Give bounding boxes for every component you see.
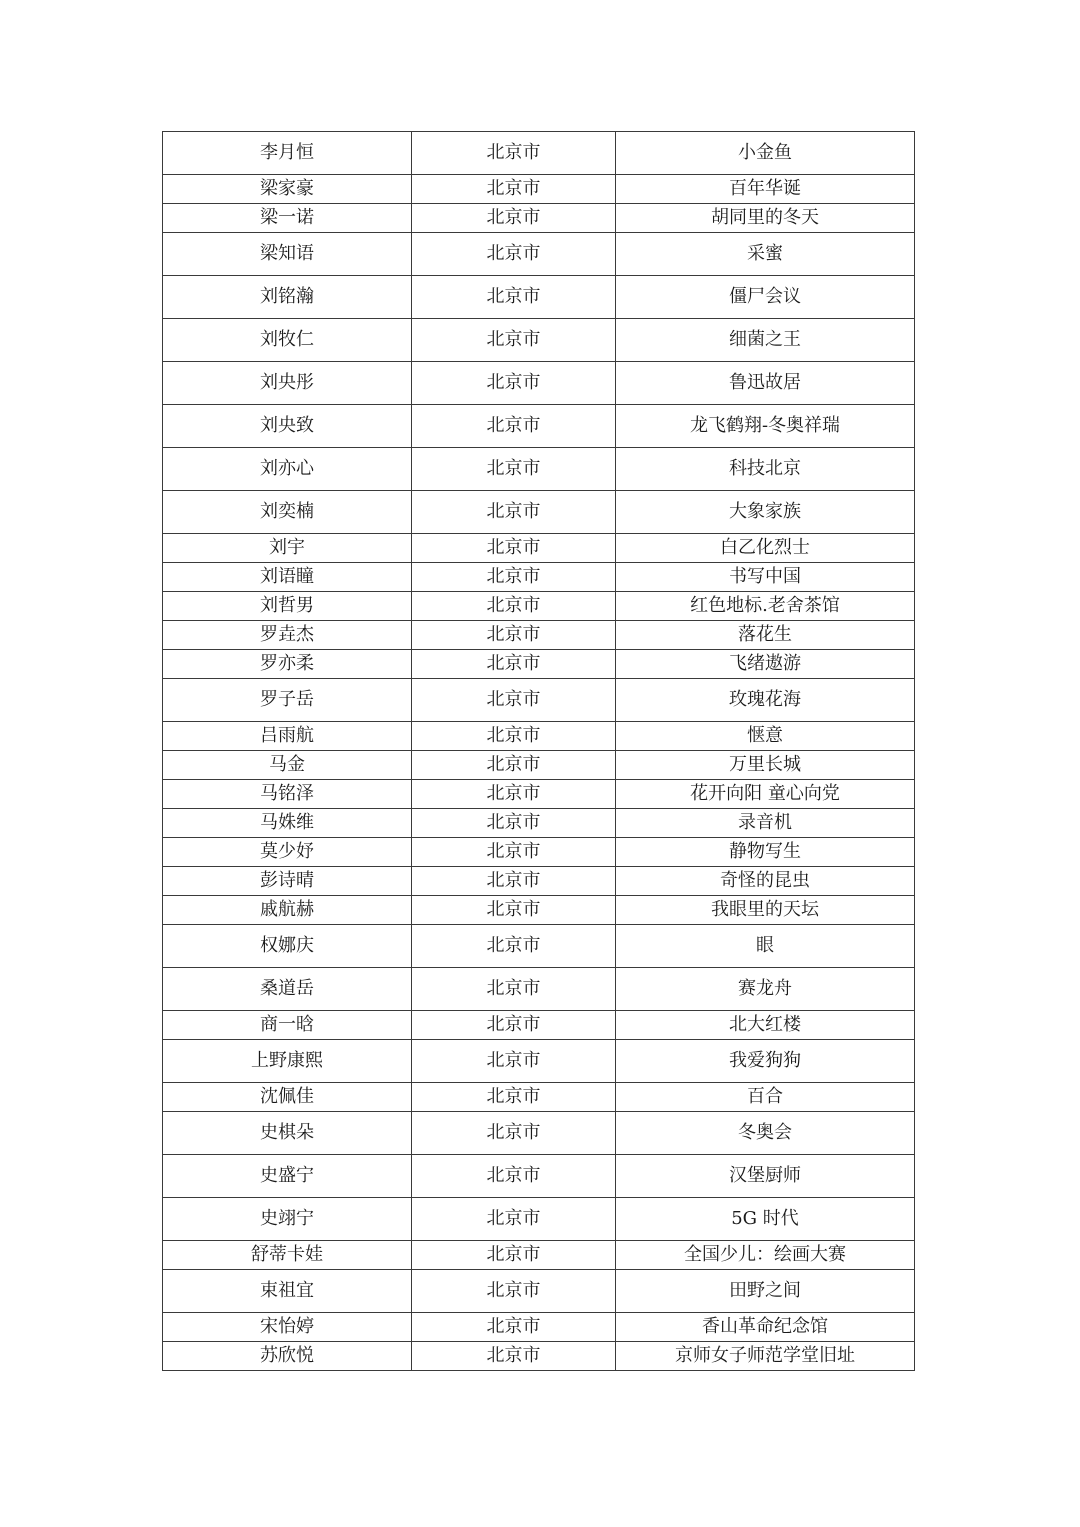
city-cell: 北京市 bbox=[412, 276, 616, 319]
table-row bbox=[163, 175, 915, 204]
table-row bbox=[163, 751, 915, 780]
student-name-cell: 马姝维 bbox=[163, 809, 412, 838]
city-cell: 北京市 bbox=[412, 968, 616, 1011]
artwork-title-cell: 细菌之王 bbox=[616, 319, 915, 362]
city-cell: 北京市 bbox=[412, 1198, 616, 1241]
city-cell: 北京市 bbox=[412, 233, 616, 276]
table-row bbox=[163, 405, 915, 448]
artwork-title-cell: 采蜜 bbox=[616, 233, 915, 276]
student-name-cell: 刘亦心 bbox=[163, 448, 412, 491]
city-cell: 北京市 bbox=[412, 896, 616, 925]
city-cell: 北京市 bbox=[412, 405, 616, 448]
table-row bbox=[163, 1040, 915, 1083]
student-name-cell: 舒蒂卡娃 bbox=[163, 1241, 412, 1270]
table-row bbox=[163, 276, 915, 319]
artwork-title-cell: 大象家族 bbox=[616, 491, 915, 534]
student-name-cell: 罗子岳 bbox=[163, 679, 412, 722]
artwork-title-cell: 静物写生 bbox=[616, 838, 915, 867]
table-row bbox=[163, 925, 915, 968]
table-row bbox=[163, 1083, 915, 1112]
city-cell: 北京市 bbox=[412, 621, 616, 650]
student-name-cell: 刘奕楠 bbox=[163, 491, 412, 534]
student-name-cell: 桑道岳 bbox=[163, 968, 412, 1011]
winners-table-body bbox=[163, 132, 915, 1371]
city-cell: 北京市 bbox=[412, 838, 616, 867]
artwork-title-cell: 全国少儿：绘画大赛 bbox=[616, 1241, 915, 1270]
student-name-cell: 刘语瞳 bbox=[163, 563, 412, 592]
artwork-title-cell: 录音机 bbox=[616, 809, 915, 838]
artwork-title-cell: 京师女子师范学堂旧址 bbox=[616, 1342, 915, 1371]
student-name-cell: 史棋朵 bbox=[163, 1112, 412, 1155]
city-cell: 北京市 bbox=[412, 1112, 616, 1155]
table-row bbox=[163, 1270, 915, 1313]
city-cell: 北京市 bbox=[412, 780, 616, 809]
artwork-title-cell: 白乙化烈士 bbox=[616, 534, 915, 563]
student-name-cell: 罗垚杰 bbox=[163, 621, 412, 650]
student-name-cell: 刘牧仁 bbox=[163, 319, 412, 362]
city-cell: 北京市 bbox=[412, 1241, 616, 1270]
artwork-title-cell: 小金鱼 bbox=[616, 132, 915, 175]
artwork-title-cell: 万里长城 bbox=[616, 751, 915, 780]
artwork-title-cell: 田野之间 bbox=[616, 1270, 915, 1313]
artwork-title-cell: 百年华诞 bbox=[616, 175, 915, 204]
artwork-title-cell: 龙飞鹤翔-冬奥祥瑞 bbox=[616, 405, 915, 448]
winners-table bbox=[162, 131, 915, 1371]
artwork-title-cell: 眼 bbox=[616, 925, 915, 968]
city-cell: 北京市 bbox=[412, 867, 616, 896]
artwork-title-cell: 胡同里的冬天 bbox=[616, 204, 915, 233]
table-row bbox=[163, 679, 915, 722]
artwork-title-cell: 玫瑰花海 bbox=[616, 679, 915, 722]
table-row bbox=[163, 1155, 915, 1198]
table-row bbox=[163, 621, 915, 650]
student-name-cell: 刘铭瀚 bbox=[163, 276, 412, 319]
artwork-title-cell: 我爱狗狗 bbox=[616, 1040, 915, 1083]
table-row bbox=[163, 534, 915, 563]
student-name-cell: 宋怡婷 bbox=[163, 1313, 412, 1342]
student-name-cell: 刘宇 bbox=[163, 534, 412, 563]
city-cell: 北京市 bbox=[412, 563, 616, 592]
city-cell: 北京市 bbox=[412, 751, 616, 780]
table-row bbox=[163, 722, 915, 751]
artwork-title-cell: 飞绪遨游 bbox=[616, 650, 915, 679]
student-name-cell: 梁一诺 bbox=[163, 204, 412, 233]
table-row bbox=[163, 896, 915, 925]
table-row bbox=[163, 1241, 915, 1270]
student-name-cell: 刘哲男 bbox=[163, 592, 412, 621]
city-cell: 北京市 bbox=[412, 925, 616, 968]
student-name-cell: 马铭泽 bbox=[163, 780, 412, 809]
city-cell: 北京市 bbox=[412, 204, 616, 233]
city-cell: 北京市 bbox=[412, 362, 616, 405]
student-name-cell: 梁知语 bbox=[163, 233, 412, 276]
table-row bbox=[163, 968, 915, 1011]
artwork-title-cell: 书写中国 bbox=[616, 563, 915, 592]
table-row bbox=[163, 1198, 915, 1241]
artwork-title-cell: 我眼里的天坛 bbox=[616, 896, 915, 925]
student-name-cell: 刘央彤 bbox=[163, 362, 412, 405]
city-cell: 北京市 bbox=[412, 1083, 616, 1112]
artwork-title-cell: 百合 bbox=[616, 1083, 915, 1112]
table-row bbox=[163, 1011, 915, 1040]
student-name-cell: 权娜庆 bbox=[163, 925, 412, 968]
city-cell: 北京市 bbox=[412, 1155, 616, 1198]
table-row bbox=[163, 838, 915, 867]
table-row bbox=[163, 319, 915, 362]
student-name-cell: 梁家豪 bbox=[163, 175, 412, 204]
city-cell: 北京市 bbox=[412, 1040, 616, 1083]
student-name-cell: 沈佩佳 bbox=[163, 1083, 412, 1112]
city-cell: 北京市 bbox=[412, 175, 616, 204]
artwork-title-cell: 汉堡厨师 bbox=[616, 1155, 915, 1198]
table-row bbox=[163, 867, 915, 896]
artwork-title-cell: 奇怪的昆虫 bbox=[616, 867, 915, 896]
city-cell: 北京市 bbox=[412, 1270, 616, 1313]
student-name-cell: 苏欣悦 bbox=[163, 1342, 412, 1371]
city-cell: 北京市 bbox=[412, 592, 616, 621]
student-name-cell: 商一晗 bbox=[163, 1011, 412, 1040]
student-name-cell: 马金 bbox=[163, 751, 412, 780]
table-row bbox=[163, 650, 915, 679]
student-name-cell: 彭诗晴 bbox=[163, 867, 412, 896]
artwork-title-cell: 花开向阳 童心向党 bbox=[616, 780, 915, 809]
artwork-title-cell: 香山革命纪念馆 bbox=[616, 1313, 915, 1342]
table-row bbox=[163, 780, 915, 809]
artwork-title-cell: 鲁迅故居 bbox=[616, 362, 915, 405]
student-name-cell: 吕雨航 bbox=[163, 722, 412, 751]
city-cell: 北京市 bbox=[412, 319, 616, 362]
student-name-cell: 刘央致 bbox=[163, 405, 412, 448]
student-name-cell: 束祖宜 bbox=[163, 1270, 412, 1313]
student-name-cell: 莫少妤 bbox=[163, 838, 412, 867]
student-name-cell: 史翊宁 bbox=[163, 1198, 412, 1241]
table-row bbox=[163, 204, 915, 233]
student-name-cell: 戚航赫 bbox=[163, 896, 412, 925]
table-row bbox=[163, 1112, 915, 1155]
artwork-title-cell: 冬奥会 bbox=[616, 1112, 915, 1155]
student-name-cell: 上野康熙 bbox=[163, 1040, 412, 1083]
table-row bbox=[163, 809, 915, 838]
city-cell: 北京市 bbox=[412, 679, 616, 722]
table-row bbox=[163, 448, 915, 491]
city-cell: 北京市 bbox=[412, 1342, 616, 1371]
table-row bbox=[163, 1342, 915, 1371]
artwork-title-cell: 5G 时代 bbox=[616, 1198, 915, 1241]
city-cell: 北京市 bbox=[412, 1313, 616, 1342]
city-cell: 北京市 bbox=[412, 491, 616, 534]
city-cell: 北京市 bbox=[412, 448, 616, 491]
table-row bbox=[163, 233, 915, 276]
student-name-cell: 史盛宁 bbox=[163, 1155, 412, 1198]
city-cell: 北京市 bbox=[412, 809, 616, 838]
city-cell: 北京市 bbox=[412, 132, 616, 175]
artwork-title-cell: 落花生 bbox=[616, 621, 915, 650]
artwork-title-cell: 僵尸会议 bbox=[616, 276, 915, 319]
city-cell: 北京市 bbox=[412, 534, 616, 563]
table-row bbox=[163, 563, 915, 592]
artwork-title-cell: 科技北京 bbox=[616, 448, 915, 491]
student-name-cell: 李月恒 bbox=[163, 132, 412, 175]
table-row bbox=[163, 592, 915, 621]
city-cell: 北京市 bbox=[412, 650, 616, 679]
table-row bbox=[163, 132, 915, 175]
student-name-cell: 罗亦柔 bbox=[163, 650, 412, 679]
city-cell: 北京市 bbox=[412, 1011, 616, 1040]
table-row bbox=[163, 362, 915, 405]
artwork-title-cell: 赛龙舟 bbox=[616, 968, 915, 1011]
artwork-title-cell: 红色地标.老舍茶馆 bbox=[616, 592, 915, 621]
city-cell: 北京市 bbox=[412, 722, 616, 751]
table-row bbox=[163, 491, 915, 534]
artwork-title-cell: 惬意 bbox=[616, 722, 915, 751]
table-row bbox=[163, 1313, 915, 1342]
artwork-title-cell: 北大红楼 bbox=[616, 1011, 915, 1040]
